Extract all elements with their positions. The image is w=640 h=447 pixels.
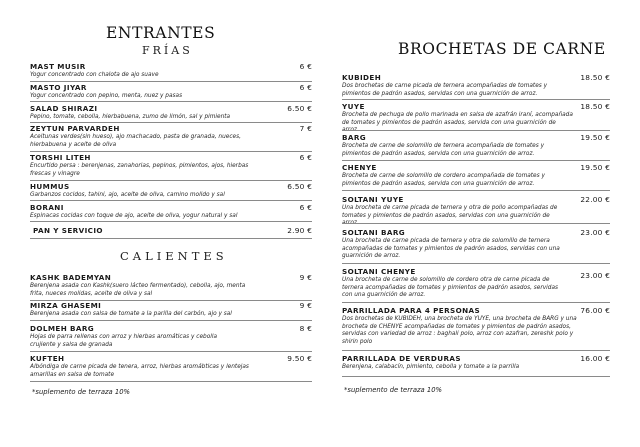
item-name: YUYE [342, 102, 365, 111]
divider [342, 350, 610, 351]
item-desc: Una brocheta de carne picada de ternera y otra de solomillo de ternera acompañadas de tomates y pimientos de padrón asados, servidas con una guarnición de arroz. [342, 238, 560, 260]
item-name: SALAD SHIRAZI [30, 104, 98, 113]
menu-item-soltani-chenye [342, 267, 610, 300]
item-desc: Pepino, tomate, cebolla, hierbabuena, zumo de limón, sal y pimienta [30, 114, 231, 120]
menu-item-masto-jiyar [30, 83, 312, 101]
divider [30, 200, 312, 201]
item-price: 22.00 € [580, 195, 610, 204]
item-price: 9.50 € [287, 354, 312, 363]
divider [342, 190, 610, 191]
divider [342, 99, 610, 100]
item-price: 23.00 € [580, 271, 610, 280]
divider [30, 381, 312, 382]
menu-item-barg [342, 133, 610, 158]
terrace-note: *suplemento de terraza 10% [32, 388, 130, 396]
item-name: CHENYE [342, 163, 377, 172]
divider [342, 223, 610, 224]
item-name: SOLTANI BARG [342, 228, 406, 237]
item-price: 7 € [299, 124, 312, 133]
item-desc: Hojas de parra rellenas con arroz y hierbas aromáticas y cebolla crujiente y salsa de granada [30, 334, 218, 348]
item-desc: Albóndiga de carne picada de tenera, arroz, hierbas aromábticas y lentejas amarillas en salsa de tomate [30, 364, 249, 378]
divider [30, 81, 312, 82]
item-price: 18.50 € [580, 73, 610, 82]
item-price: 6 € [299, 153, 312, 162]
item-desc: Brocheta de carne de solomillo de cordero acompañada de tomates y pimientos de padrón asados, servida con una guarnición de arroz. [342, 173, 545, 187]
item-price: 6 € [299, 203, 312, 212]
item-price: 6.50 € [287, 182, 312, 191]
divider [342, 263, 610, 264]
item-name: TORSHI LITEH [30, 153, 91, 162]
item-price: 19.50 € [580, 133, 610, 142]
divider [342, 160, 610, 161]
item-desc: Una brocheta de carne picada de ternera y otra de pollo acompañadas de tomates y pimientos de padrón asados, servidas con una guarnición de arroz. [342, 205, 558, 227]
menu-item-soltani-barg [342, 228, 610, 261]
item-desc: Brocheta de carne de solomillo de ternera acompañada de tomates y pimientos de padrón asados, servida con una guarnición de arroz. [342, 143, 545, 157]
menu-item-salad-shirazi [30, 104, 312, 122]
item-price: 76.00 € [580, 306, 610, 315]
entrantes-title: ENTRANTES [106, 24, 216, 42]
item-name: KASHK BADEMYAN [30, 273, 112, 282]
item-price: 8 € [299, 324, 312, 333]
item-price: 19.50 € [580, 163, 610, 172]
item-price: 6.50 € [287, 104, 312, 113]
item-name: HUMMUS [30, 182, 70, 191]
divider [342, 376, 610, 377]
item-price: 9 € [299, 301, 312, 310]
menu-item-torshi-liteh [30, 153, 312, 178]
menu-item-pan-y-servicio [30, 226, 312, 235]
menu-item-zeytun-parvardeh [30, 124, 312, 149]
item-desc: Yogur concentrado con chalota de ajo suave [30, 72, 159, 78]
item-name: MASTO JIYAR [30, 83, 87, 92]
menu-item-mirza-ghasemi [30, 301, 312, 319]
item-name: KUFTEH [30, 354, 65, 363]
item-name: BARG [342, 133, 367, 142]
calientes-subtitle: CALIENTES [120, 249, 228, 263]
item-desc: Yogur concentrado con pepino, menta, nuez y pasas [30, 93, 183, 99]
item-price: 6 € [299, 62, 312, 71]
menu-item-hummus [30, 182, 312, 200]
item-desc: Dos brochetas de carne picada de ternera acompañadas de tomates y pimientos de padrón asados, servidas con una guarnición de arroz. [342, 83, 548, 97]
item-name: PAN Y SERVICIO [33, 226, 103, 235]
item-desc: Brocheta de pechuga de pollo marinada en salsa de azafrán iraní, acompañada de tomates y pimientos de padrón asados, servida con una guarnición de arroz. [342, 112, 573, 134]
item-price: 23.00 € [580, 228, 610, 237]
item-name: SOLTANI CHENYE [342, 267, 416, 276]
item-price: 9 € [299, 273, 312, 282]
item-desc: Berenjena asada con Kashk(suero lácteo fermentado), cebolla, ajo, menta frita, nueces molidas, aceite de oliva y sal [30, 283, 246, 297]
item-desc: Berenjena asada con salsa de tomate a la parilla del carbón, ajo y sal [30, 311, 232, 317]
item-name: PARRILLADA PARA 4 PERSONAS [342, 306, 481, 315]
menu-item-borani [30, 203, 312, 221]
menu-item-kubideh [342, 73, 610, 98]
item-desc: Espinacas cocidas con toque de ajo, aceite de oliva, yogur natural y sal [30, 213, 238, 219]
divider [30, 320, 312, 321]
menu-item-parrillada-verduras [342, 354, 610, 372]
item-name: PARRILLADA DE VERDURAS [342, 354, 461, 363]
divider [30, 151, 312, 152]
terrace-note: *suplemento de terraza 10% [344, 386, 442, 394]
item-price: 16.00 € [580, 354, 610, 363]
item-name: MIRZA GHASEMI [30, 301, 102, 310]
item-desc: Encurtido persa : berenjenas, zanahorias, pepinos, pimientos, ajos, hierbas frescas y vinagre [30, 163, 249, 177]
item-name: ZEYTUN PARVARDEH [30, 124, 120, 133]
divider [30, 101, 312, 102]
menu-item-dolmeh-barg [30, 324, 312, 349]
menu-item-parrillada-4-personas [342, 306, 610, 346]
item-desc: Aceitunas verdes(sin hueso), ajo machacado, pasta de granada, nueces, hierbabuena y aceite de oliva [30, 134, 241, 148]
item-name: DOLMEH BARG [30, 324, 95, 333]
menu-item-kashk-bademyan [30, 273, 312, 298]
divider [30, 221, 312, 222]
divider [30, 122, 312, 123]
item-price: 2.90 € [287, 226, 312, 235]
item-desc: Una brocheta de carne de solomillo de cordero otra de carne picada de ternera acompañadas de tomates y pimientos de padrón asados, servidas con una guarnición de arroz. [342, 277, 559, 299]
item-name: MAST MUSIR [30, 62, 86, 71]
brochetas-title: BROCHETAS DE CARNE [398, 40, 606, 58]
item-desc: Dos brochetas de KUBIDEH, una brocheta de YUYE, una brocheta de BARG y una brocheta de CHENYE acompañadas de tomates y pimientos de padrón asados, servidas con variedad de arroz : baghali polo, arroz con azafran, zereshk polo y shirin polo [342, 316, 577, 345]
divider [342, 302, 610, 303]
divider [30, 180, 312, 181]
item-desc: Garbanzos cocidos, tahini, ajo, aceite de oliva, camino molido y sal [30, 192, 225, 198]
divider [30, 351, 312, 352]
divider [30, 238, 312, 239]
item-name: KUBIDEH [342, 73, 382, 82]
menu-item-mast-musir [30, 62, 312, 80]
menu-item-chenye [342, 163, 610, 188]
item-name: SOLTANI YUYE [342, 195, 404, 204]
item-name: BORANI [30, 203, 64, 212]
frias-subtitle: FRÍAS [142, 44, 193, 57]
item-desc: Berenjena, calabacín, pimiento, cebolla y tomate a la parrilla [342, 364, 520, 370]
divider [342, 130, 610, 131]
item-price: 6 € [299, 83, 312, 92]
item-price: 18.50 € [580, 102, 610, 111]
menu-item-kufteh [30, 354, 312, 379]
